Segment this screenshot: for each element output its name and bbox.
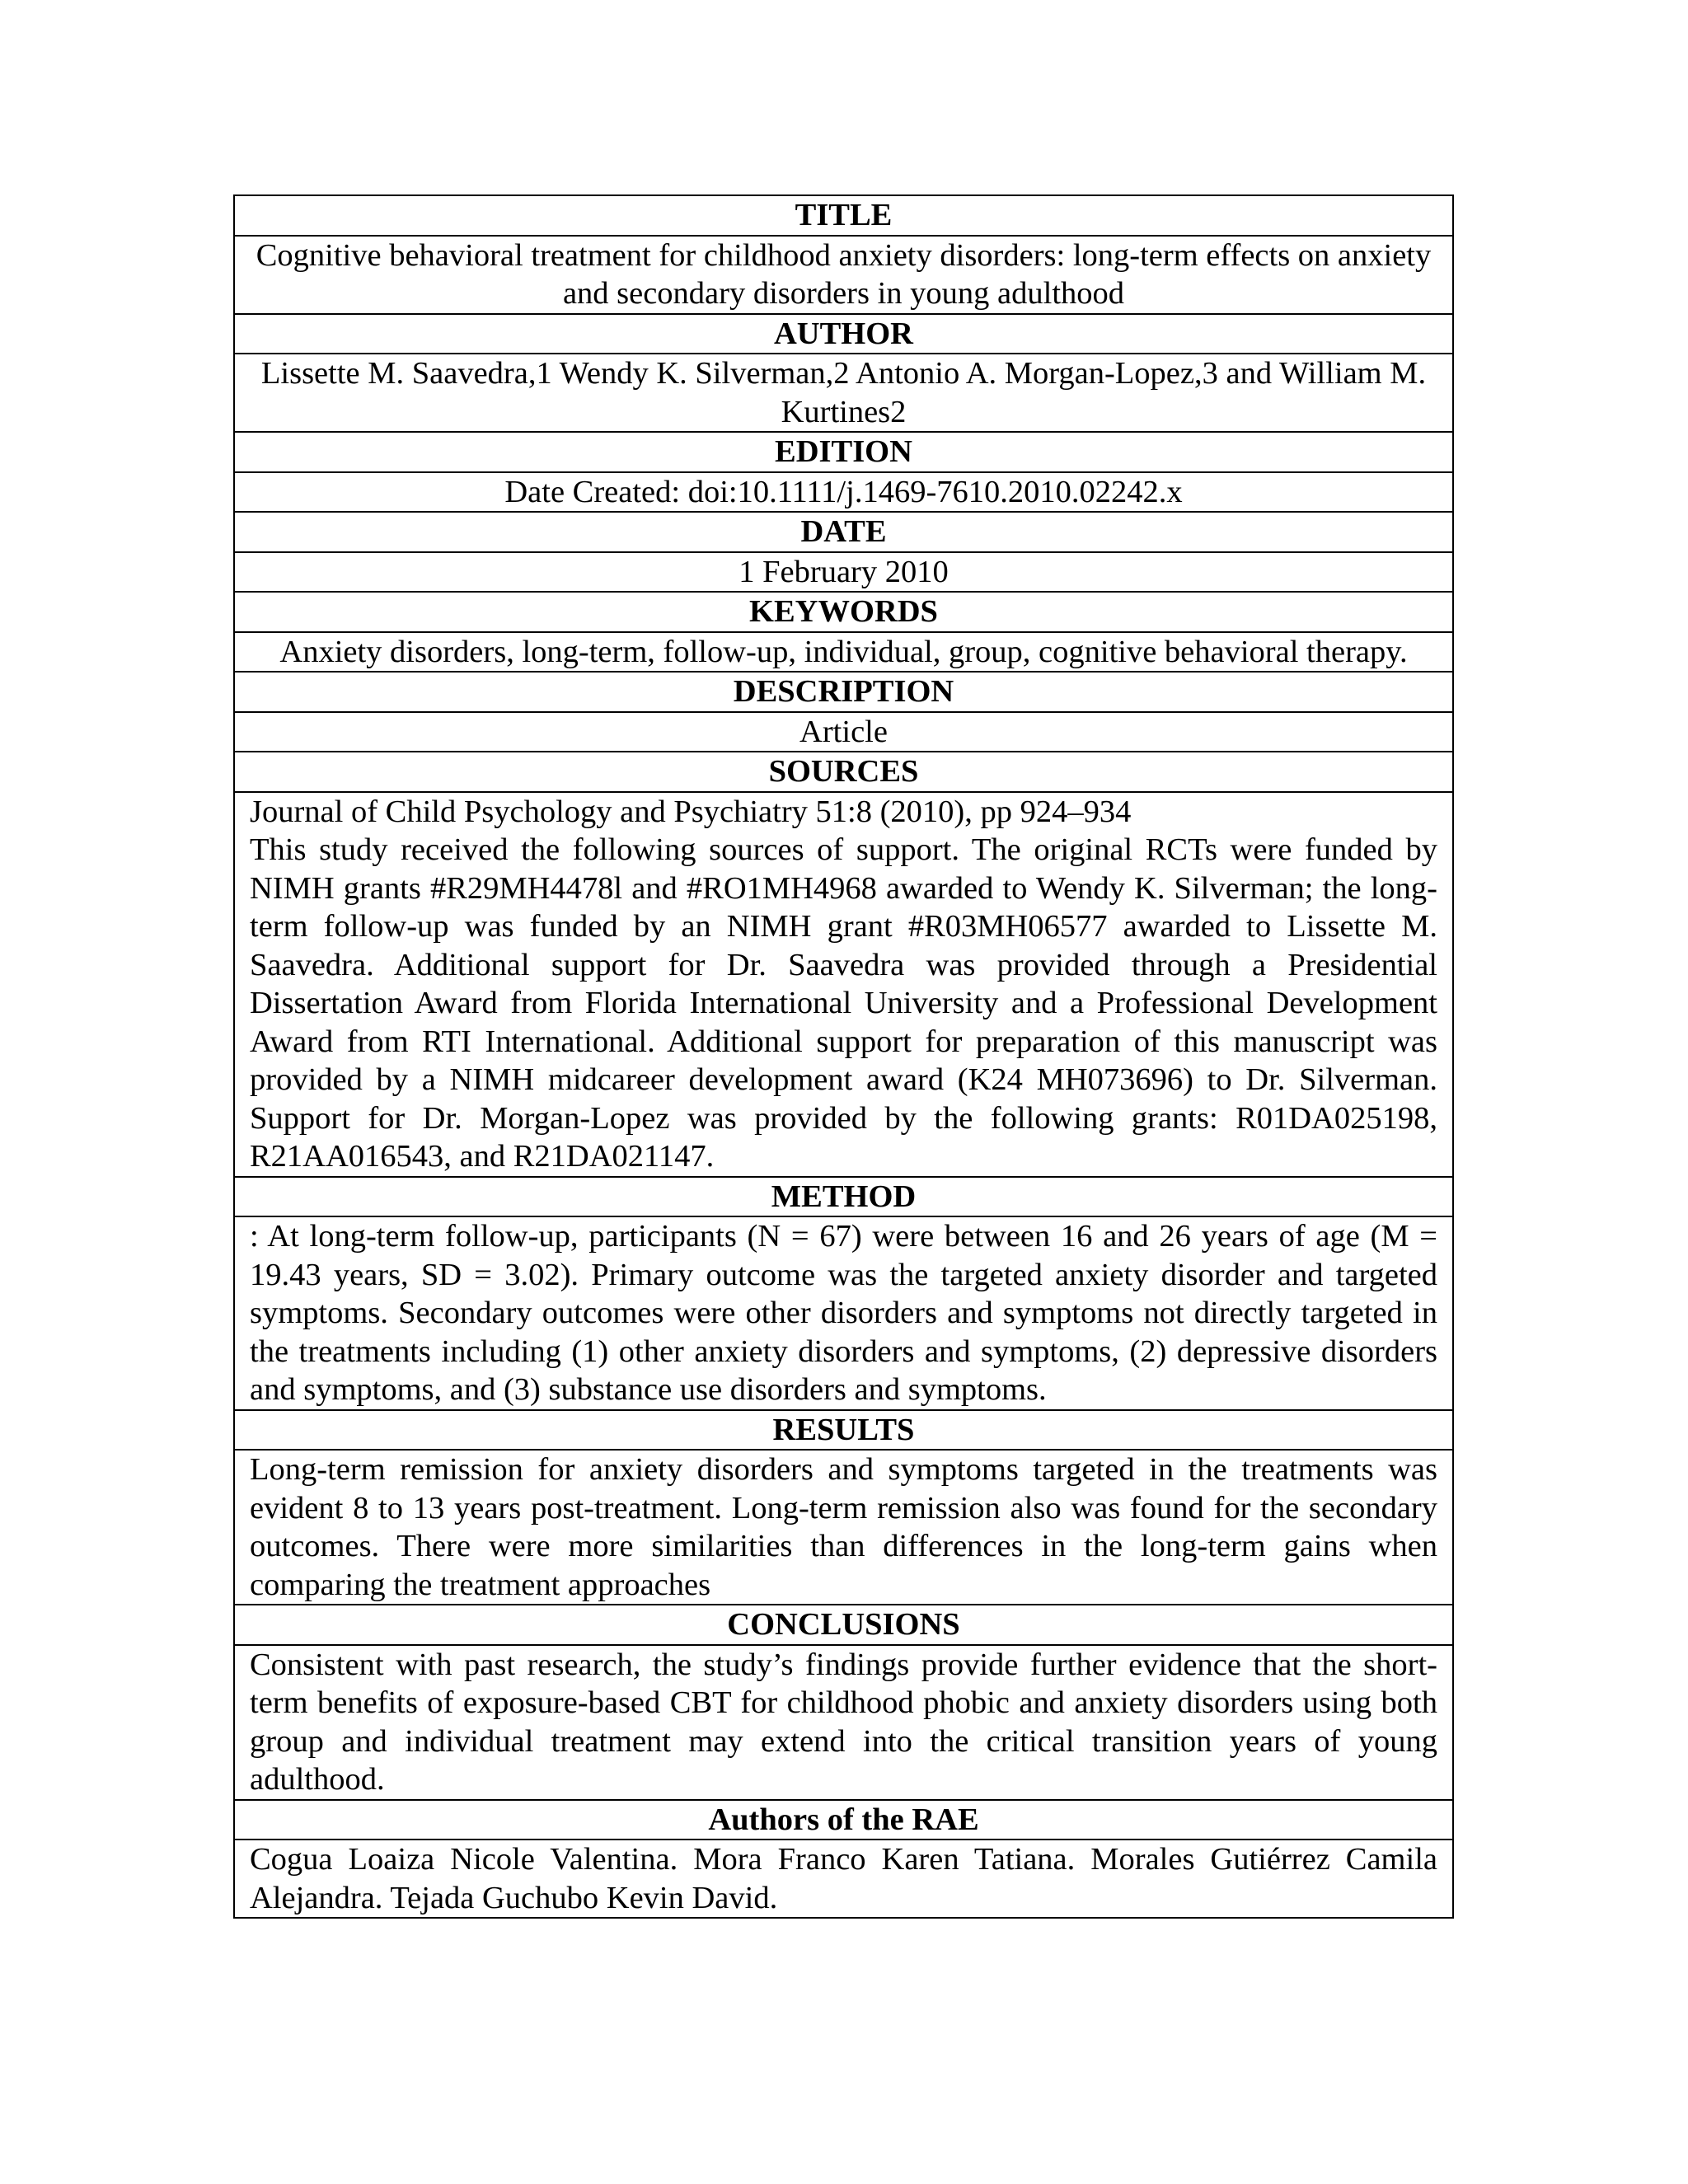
edition-heading-row [234, 432, 1453, 472]
title-heading: TITLE [234, 195, 1453, 236]
date-heading: DATE [234, 512, 1453, 552]
results-heading: RESULTS [234, 1410, 1453, 1451]
rae-authors-value: Cogua Loaiza Nicole Valentina. Mora Franco Karen Tatiana. Morales Gutiérrez Camila Alejandra. Tejada Guchubo Kevin David. [234, 1840, 1453, 1918]
sources-value-row [234, 792, 1453, 1177]
rae-authors-heading: Authors of the RAE [234, 1800, 1453, 1840]
method-heading: METHOD [234, 1177, 1453, 1217]
method-value: : At long-term follow-up, participants (N = 67) were between 16 and 26 years of age (M = 19.43 years, SD = 3.02). Primary outcome was the targeted anxiety disorder and targeted symptoms. Secondary outcomes were other disorders and symptoms not directly targeted in the treatments including (1) other anxiety disorders and symptoms, (2) depressive disorders and symptoms, and (3) substance use disorders and symptoms. [234, 1216, 1453, 1410]
edition-heading: EDITION [234, 432, 1453, 472]
conclusions-heading: CONCLUSIONS [234, 1605, 1453, 1645]
keywords-heading: KEYWORDS [234, 592, 1453, 632]
title-value: Cognitive behavioral treatment for childhood anxiety disorders: long-term effects on anxiety and secondary disorders in young adulthood [234, 236, 1453, 314]
edition-value: Date Created: doi:10.1111/j.1469-7610.2010.02242.x [234, 472, 1453, 513]
rae-summary-table [233, 194, 1454, 1919]
description-value: Article [234, 712, 1453, 752]
description-heading: DESCRIPTION [234, 672, 1453, 712]
sources-heading-row [234, 752, 1453, 792]
title-value-row [234, 236, 1453, 314]
conclusions-heading-row [234, 1605, 1453, 1645]
author-heading-row [234, 314, 1453, 354]
date-value-row [234, 552, 1453, 593]
sources-heading: SOURCES [234, 752, 1453, 792]
description-value-row [234, 712, 1453, 752]
sources-citation: Journal of Child Psychology and Psychiatry 51:8 (2010), pp 924–934 [250, 794, 1132, 829]
date-value: 1 February 2010 [234, 552, 1453, 593]
results-value-row [234, 1450, 1453, 1605]
sources-value [234, 792, 1453, 1177]
keywords-heading-row [234, 592, 1453, 632]
author-heading: AUTHOR [234, 314, 1453, 354]
sources-support: This study received the following sources of support. The original RCTs were funded by NIMH grants #R29MH4478l and #RO1MH4968 awarded to Wendy K. Silverman; the long-term follow-up was funded by an NIMH grant #R03MH06577 awarded to Lissette M. Saavedra. Additional support for Dr. Saavedra was provided through a Presidential Dissertation Award from Florida International University and a Professional Development Award from RTI International. Additional support for preparation of this manuscript was provided by a NIMH midcareer development award (K24 MH073696) to Dr. Silverman. Support for Dr. Morgan-Lopez was provided by the following grants: R01DA025198, R21AA016543, and R21DA021147. [250, 832, 1437, 1174]
keywords-value: Anxiety disorders, long-term, follow-up, individual, group, cognitive behavioral therapy. [234, 632, 1453, 673]
results-heading-row [234, 1410, 1453, 1451]
author-value-row [234, 354, 1453, 432]
keywords-value-row [234, 632, 1453, 673]
rae-authors-heading-row [234, 1800, 1453, 1840]
method-heading-row [234, 1177, 1453, 1217]
date-heading-row [234, 512, 1453, 552]
method-value-row [234, 1216, 1453, 1410]
title-heading-row [234, 195, 1453, 236]
rae-authors-value-row [234, 1840, 1453, 1918]
description-heading-row [234, 672, 1453, 712]
edition-value-row [234, 472, 1453, 513]
results-value: Long-term remission for anxiety disorders and symptoms targeted in the treatments was evident 8 to 13 years post-treatment. Long-term remission also was found for the secondary outcomes. There were more similarities than differences in the long-term gains when comparing the treatment approaches [234, 1450, 1453, 1605]
author-value: Lissette M. Saavedra,1 Wendy K. Silverman,2 Antonio A. Morgan-Lopez,3 and William M. Kurtines2 [234, 354, 1453, 432]
conclusions-value-row [234, 1645, 1453, 1800]
conclusions-value: Consistent with past research, the study’s findings provide further evidence that the short-term benefits of exposure-based CBT for childhood phobic and anxiety disorders using both group and individual treatment may extend into the critical transition years of young adulthood. [234, 1645, 1453, 1800]
